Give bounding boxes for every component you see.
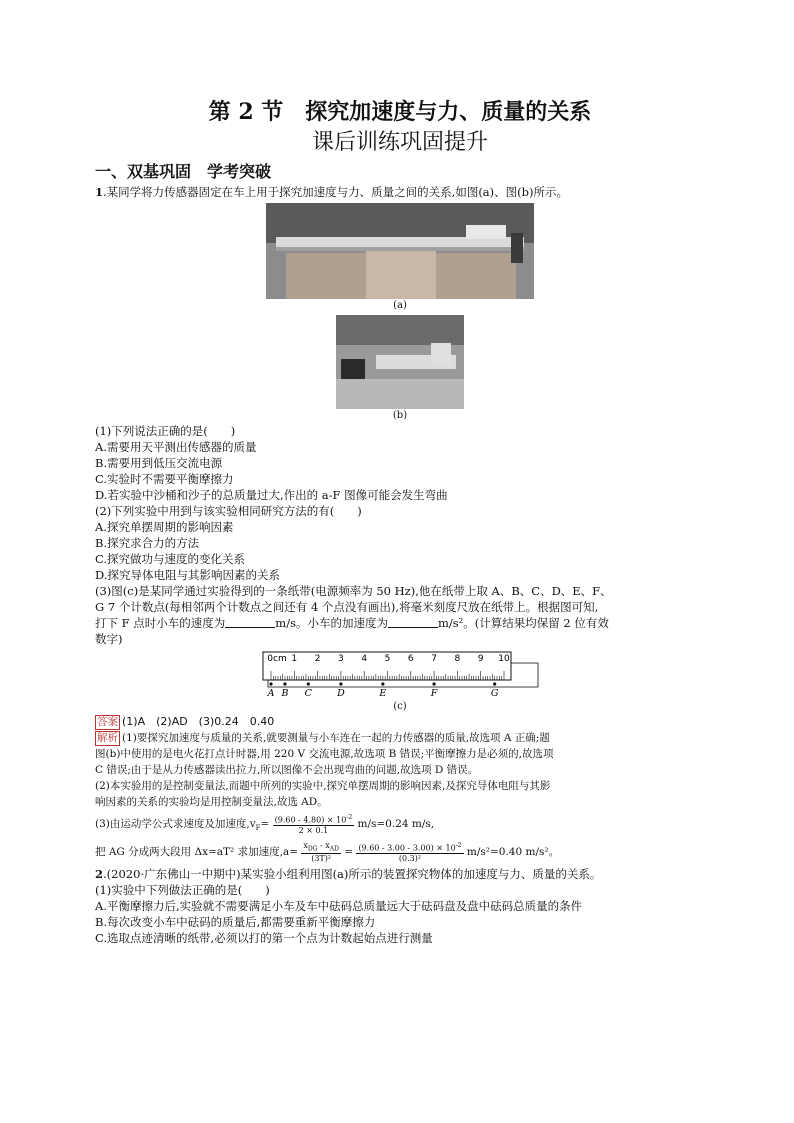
tape-dot bbox=[283, 682, 286, 685]
analysis-formula-2: 把 AG 分成两大段用 Δx=aT² 求加速度,a= $\frac{x_{DG} - x_{AD}}{\text{(3T)²}}$ = $\frac{(9.60 - 3.00 - 3.00) \times 10^{-2}}{\text{(0.3)²}}$ m/s²=0.40 m/s²。 bbox=[95, 840, 560, 864]
tape-dot bbox=[269, 682, 272, 685]
tape-point-label: D bbox=[337, 688, 345, 699]
photo-a bbox=[266, 203, 534, 299]
option-1a: A.需要用天平测出传感器的质量 bbox=[95, 440, 257, 454]
question-2-stem: 2.(2020·广东佛山一中期中)某实验小组利用图(a)所示的装置探究物体的加速度与力、质量的关系。 bbox=[95, 867, 602, 882]
question-1-part-2: (2)下列实验中用到与该实验相同研究方法的有( ) bbox=[95, 504, 362, 518]
section-heading: 一、双基巩固 学考突破 bbox=[95, 162, 272, 181]
tape-dot bbox=[339, 682, 342, 685]
caption-a: (a) bbox=[393, 300, 407, 311]
page-title: 第 2 节 探究加速度与力、质量的关系 bbox=[208, 99, 592, 125]
fraction-velocity: $\frac{(9.60 - 4.80) \times 10^{-2}}{2 \times 0.1}$ bbox=[274, 814, 353, 835]
analysis-line-3: C 错误;由于是从力传感器读出拉力,所以图像不会出现弯曲的问题,故选项 D 错误。 bbox=[95, 764, 479, 776]
option-2c: C.探究做功与速度的变化关系 bbox=[95, 552, 246, 566]
question-1-stem: 1.某同学将力传感器固定在车上用于探究加速度与力、质量之间的关系,如图(a)、图(b)所示。 bbox=[95, 185, 568, 199]
tape-dot bbox=[307, 682, 310, 685]
tape-points bbox=[267, 682, 499, 699]
option-1c: C.实验时不需要平衡摩擦力 bbox=[95, 472, 234, 486]
tape-point-label: A bbox=[267, 688, 275, 699]
ruler-label: 4 bbox=[361, 654, 368, 664]
fraction-acceleration-numeric: $\frac{(9.60 - 3.00 - 3.00) \times 10^{-2}}{\text{(0.3)²}}$ bbox=[358, 842, 462, 863]
ruler-label: 8 bbox=[454, 654, 461, 664]
caption-c: (c) bbox=[393, 701, 407, 712]
ruler-label: 2 bbox=[314, 654, 321, 664]
fraction-acceleration-symbolic: $\frac{x_{DG} - x_{AD}}{\text{(3T)²}}$ bbox=[303, 840, 339, 864]
tape-point-label: C bbox=[304, 688, 312, 699]
question-1-part-3-line-4: 数字) bbox=[95, 632, 123, 646]
answer-line: 答案 (1)A (2)AD (3)0.24 0.40 bbox=[97, 715, 275, 728]
tape-dot bbox=[381, 682, 384, 685]
question-1-part-1: (1)下列说法正确的是( ) bbox=[95, 424, 236, 438]
tape-point-label: B bbox=[281, 688, 289, 699]
tape-ruler-diagram bbox=[95, 650, 705, 700]
analysis-line-5: 响因素的关系的实验均是用控制变量法,故选 AD。 bbox=[95, 796, 328, 808]
option-1d: D.若实验中沙桶和沙子的总质量过大,作出的 a-F 图像可能会发生弯曲 bbox=[95, 488, 448, 502]
analysis-tag: 解析 bbox=[97, 732, 118, 744]
option-q2b: B.每次改变小车中砝码的质量后,都需要重新平衡摩擦力 bbox=[95, 915, 376, 930]
answer-blank-1[interactable] bbox=[225, 616, 275, 628]
tape-dot bbox=[493, 682, 496, 685]
question-2-part-1: (1)实验中下列做法正确的是( ) bbox=[95, 883, 270, 898]
analysis-line-2: 图(b)中使用的是电火花打点计时器,用 220 V 交流电源,故选项 B 错误;平衡摩擦力是必须的,故选项 bbox=[95, 748, 554, 760]
question-1-part-3-line-2: G 7 个计数点(每相邻两个计数点之间还有 4 个点没有画出),将毫米刻度尺放在纸带上。根据图可知, bbox=[95, 600, 599, 614]
photo-a-image bbox=[266, 203, 534, 299]
option-2b: B.探究求合力的方法 bbox=[95, 536, 200, 550]
option-2a: A.探究单摆周期的影响因素 bbox=[95, 520, 234, 534]
answer-tag: 答案 bbox=[97, 716, 118, 728]
question-1-part-3-line-3: 打下 F 点时小车的速度为 m/s。小车的加速度为 m/s²。(计算结果均保留 2 位有效 bbox=[95, 616, 609, 630]
ruler-label: 1 bbox=[291, 654, 298, 664]
option-1b: B.需要用到低压交流电源 bbox=[95, 456, 223, 470]
analysis-line-4: (2)本实验用的是控制变量法,而题中所列的实验中,探究单摆周期的影响因素,及探究导体电阻与其影 bbox=[95, 780, 551, 792]
ruler-label: 6 bbox=[407, 654, 414, 664]
caption-b: (b) bbox=[392, 410, 408, 421]
analysis-formula-1: (3)由运动学公式求速度及加速度$,v_F=$ $\frac{(9.60 - 4.80) \times 10^{-2}}{2 \times 0.1}$ m/s=0.24 m/s, bbox=[95, 814, 435, 835]
tape-point-label: F bbox=[430, 688, 438, 699]
tape-point-label: G bbox=[490, 688, 499, 699]
question-1-part-3-line-1: (3)图(c)是某同学通过实验得到的一条纸带(电源频率为 50 Hz),他在纸带上取 A、B、C、D、E、F、 bbox=[95, 584, 612, 598]
analysis-line-1: 解析 (1)要探究加速度与质量的关系,就要测量与小车连在一起的力传感器的质量,故选项 A 正确;题 bbox=[97, 732, 550, 744]
ruler-label: 5 bbox=[384, 654, 391, 664]
tape-point-label: E bbox=[379, 688, 387, 699]
ruler-label: 9 bbox=[477, 654, 484, 664]
photo-b-image bbox=[336, 315, 464, 409]
ruler-unit-label: 0cm bbox=[267, 654, 287, 664]
figure-c bbox=[95, 650, 705, 700]
option-q2c: C.选取点迹清晰的纸带,必须以打的第一个点为计数起始点进行测量 bbox=[95, 931, 433, 946]
page bbox=[95, 96, 705, 946]
page-subtitle: 课后训练巩固提升 bbox=[311, 130, 488, 155]
option-q2a: A.平衡摩擦力后,实验就不需要满足小车及车中砝码总质量远大于砝码盘及盘中砝码总质量的条件 bbox=[95, 899, 583, 914]
option-2d: D.探究导体电阻与其影响因素的关系 bbox=[95, 568, 280, 582]
ruler-label: 10 bbox=[498, 654, 510, 664]
ruler-label: 3 bbox=[338, 654, 344, 664]
answer-blank-2[interactable] bbox=[388, 616, 438, 628]
photo-b bbox=[336, 315, 464, 409]
tape-dot bbox=[433, 682, 436, 685]
question-number: 2 bbox=[95, 867, 104, 882]
ruler-label: 7 bbox=[431, 654, 437, 664]
question-number: 1 bbox=[95, 185, 104, 199]
